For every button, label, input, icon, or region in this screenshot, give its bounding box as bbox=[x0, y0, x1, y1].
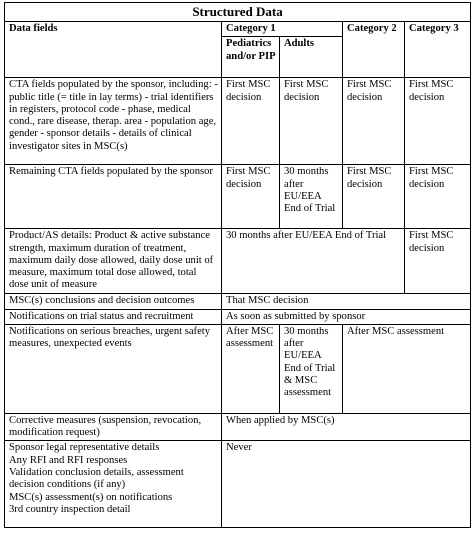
row-label-corrective-measures: Corrective measures (suspension, revocation, modification request) bbox=[5, 413, 222, 441]
cell-pediatrics: First MSC decision bbox=[222, 165, 280, 229]
row-label-product-details: Product/AS details: Product & active substance strength, maximum duration of treatment, maximum daily dose allowed, daily dose unit of measure, maximum total dose allowed, total dose unit of measure bbox=[5, 229, 222, 294]
table-row bbox=[5, 294, 471, 309]
row-label-remaining-cta: Remaining CTA fields populated by the sponsor bbox=[5, 165, 222, 229]
cell-adults: 30 months after EU/EEA End of Trial & MSC assessment bbox=[280, 324, 343, 413]
header-adults: Adults bbox=[280, 37, 343, 78]
table-row bbox=[5, 441, 471, 528]
table-row bbox=[5, 165, 471, 229]
table-row bbox=[5, 229, 471, 294]
validation-line: Validation conclusion details, assessment decision conditions (if any) bbox=[9, 467, 184, 491]
header-row bbox=[5, 22, 471, 37]
row-label-notifications-status: Notifications on trial status and recruitment bbox=[5, 309, 222, 324]
cell-category-3: First MSC decision bbox=[405, 229, 471, 294]
cell-category-2: First MSC decision bbox=[343, 78, 405, 165]
cell-all-categories: When applied by MSC(s) bbox=[222, 413, 471, 441]
structured-data-table-wrapper bbox=[4, 2, 470, 528]
cell-pediatrics: After MSC assessment bbox=[222, 324, 280, 413]
cell-categories-2-3: After MSC assessment bbox=[343, 324, 471, 413]
row-label-notifications-breaches: Notifications on serious breaches, urgent safety measures, unexpected events bbox=[5, 324, 222, 413]
cell-categories-1-2: 30 months after EU/EEA End of Trial bbox=[222, 229, 405, 294]
table-row bbox=[5, 324, 471, 413]
table-title: Structured Data bbox=[5, 3, 471, 22]
header-category-2: Category 2 bbox=[343, 22, 405, 78]
structured-data-table bbox=[4, 2, 471, 528]
cell-category-3: First MSC decision bbox=[405, 78, 471, 165]
table-row bbox=[5, 413, 471, 441]
rfi-line: Any RFI and RFI responses bbox=[9, 454, 128, 466]
row-label-cta-fields: CTA fields populated by the sponsor, including: - public title (= title in lay terms) - trial identifiers in registers, protocol code - phase, medical cond., rare disease, therap. area - population age, gender - sponsor details - details of clinical investigator sites in MSC(s) bbox=[5, 78, 222, 165]
cell-category-2: First MSC decision bbox=[343, 165, 405, 229]
cell-all-categories: Never bbox=[222, 441, 471, 528]
row-label-sponsor-legal bbox=[5, 441, 222, 528]
cell-category-3: First MSC decision bbox=[405, 165, 471, 229]
cell-all-categories: As soon as submitted by sponsor bbox=[222, 309, 471, 324]
row-label-conclusions: MSC(s) conclusions and decision outcomes bbox=[5, 294, 222, 309]
header-category-3: Category 3 bbox=[405, 22, 471, 78]
header-category-1: Category 1 bbox=[222, 22, 343, 37]
table-row bbox=[5, 78, 471, 165]
inspection-line: 3rd country inspection detail bbox=[9, 503, 131, 515]
header-pediatrics: Pediatrics and/or PIP bbox=[222, 37, 280, 78]
table-row bbox=[5, 309, 471, 324]
cell-adults: 30 months after EU/EEA End of Trial bbox=[280, 165, 343, 229]
cell-adults: First MSC decision bbox=[280, 78, 343, 165]
header-data-fields: Data fields bbox=[5, 22, 222, 78]
title-row bbox=[5, 3, 471, 22]
cell-all-categories: That MSC decision bbox=[222, 294, 471, 309]
cell-pediatrics: First MSC decision bbox=[222, 78, 280, 165]
sponsor-legal-line: Sponsor legal representative details bbox=[9, 442, 160, 454]
msc-assessment-line: MSC(s) assessment(s) on notifications bbox=[9, 491, 173, 503]
